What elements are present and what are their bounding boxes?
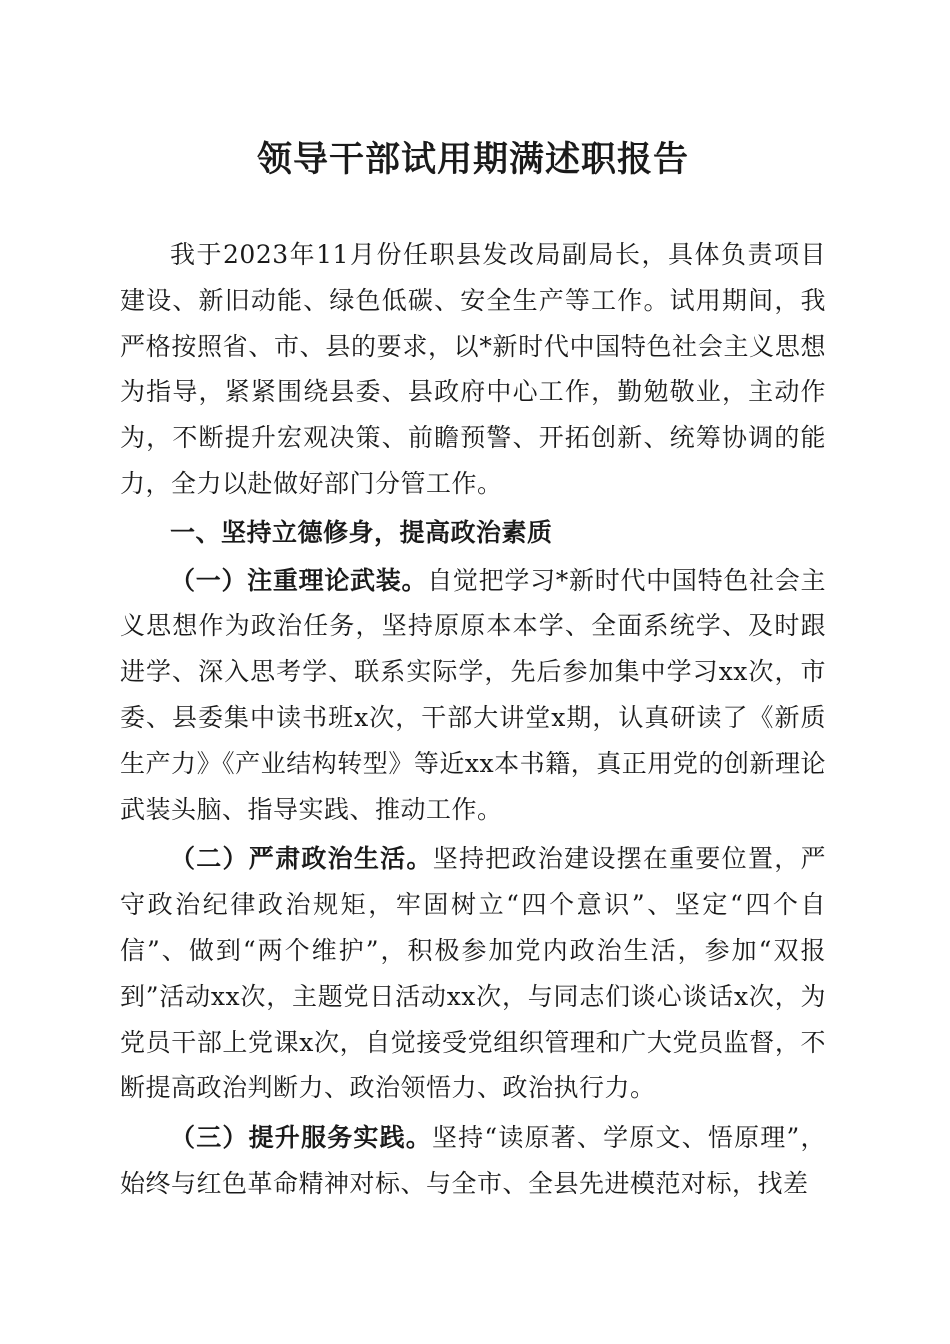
intro-paragraph: 我于2023年11月份任职县发改局副局长，具体负责项目建设、新旧动能、绿色低碳、安全生产等工作。试用期间，我严格按照省、市、县的要求，以*新时代中国特色社会主义思想为指导，紧紧围绕县委、县政府中心工作，勤勉敬业，主动作为，不断提升宏观决策、前瞻预警、开拓创新、统筹协调的能力，全力以赴做好部门分管工作。	[120, 240, 826, 498]
item-label-1: （一）注重理论武装。	[170, 565, 428, 595]
document-body	[120, 232, 826, 1207]
item-label-3: （三）提升服务实践。	[170, 1123, 432, 1153]
item-label-2: （二）严肃政治生活。	[170, 844, 433, 874]
item-text-1: 自觉把学习*新时代中国特色社会主义思想作为政治任务，坚持原原本本学、全面系统学、及时跟进学、深入思考学、联系实际学，先后参加集中学习xx次，市委、县委集中读书班x次，干部大讲堂x期，认真研读了《新质生产力》《产业结构转型》等近xx本书籍，真正用党的创新理论武装头脑、指导实践、推动工作。	[120, 565, 826, 824]
item-text-2: 坚持把政治建设摆在重要位置，严守政治纪律政治规矩，牢固树立“四个意识”、坚定“四个自信”、做到“两个维护”，积极参加党内政治生活，参加“双报到”活动xx次，主题党日活动xx次，与同志们谈心谈话x次，为党员干部上党课x次，自觉接受党组织管理和广大党员监督，不断提高政治判断力、政治领悟力、政治执行力。	[120, 844, 826, 1103]
item-paragraph-3	[120, 1115, 826, 1207]
section-heading-1: 一、坚持立德修身，提高政治素质	[170, 517, 553, 547]
item-text-3: 坚持“读原著、学原文、悟原理”，始终与红色革命精神对标、与全市、全县先进模范对标，找差	[120, 1123, 826, 1198]
item-paragraph-2	[120, 836, 826, 1111]
document-title: 领导干部试用期满述职报告	[256, 139, 689, 180]
item-paragraph-1	[120, 558, 826, 833]
